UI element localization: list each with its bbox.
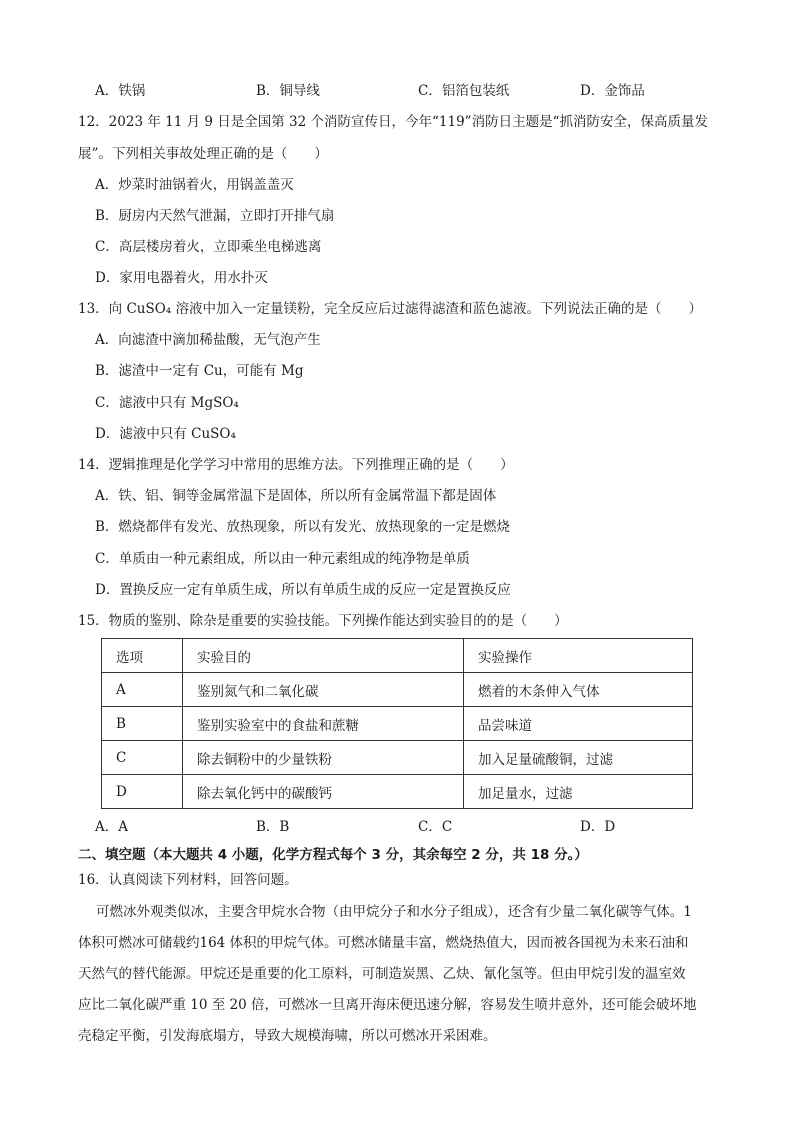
q11-option-d[interactable]: D．金饰品 (580, 83, 645, 99)
q15-options (95, 817, 695, 837)
table-cell: 除去氧化钙中的碳酸钙 (183, 775, 464, 809)
q13-option-d[interactable]: D．滤液中只有 CuSO₄ (95, 426, 236, 442)
table-header-row (102, 639, 693, 673)
table-cell: A (102, 673, 183, 707)
q11-options (95, 81, 695, 101)
table-row (102, 741, 693, 775)
table-header-cell: 实验目的 (183, 639, 464, 673)
q16-paragraph-line: 壳稳定平衡，引发海底塌方，导致大规模海啸，所以可燃冰开采困难。 (78, 1028, 497, 1044)
table-cell: 除去铜粉中的少量铁粉 (183, 741, 464, 775)
table-cell: 鉴别实验室中的食盐和蔗糖 (183, 707, 464, 741)
q11-option-b[interactable]: B．铜导线 (256, 83, 320, 99)
table-cell: 鉴别氮气和二氧化碳 (183, 673, 464, 707)
q11-option-a[interactable]: A．铁锅 (95, 83, 146, 99)
q12-stem-line1: 12．2023 年 11 月 9 日是全国第 32 个消防宣传日，今年“119”消防日主题是“抓消防安全，保高质量发 (78, 114, 708, 130)
q12-option-b[interactable]: B．厨房内天然气泄漏，立即打开排气扇 (95, 208, 335, 224)
table-cell: 品尝味道 (464, 707, 693, 741)
q12-stem-line2: 展”。下列相关事故处理正确的是（ ） (78, 146, 328, 162)
q13-option-c[interactable]: C．滤液中只有 MgSO₄ (95, 395, 239, 411)
q15-option-b[interactable]: B．B (256, 819, 290, 835)
table-row (102, 673, 693, 707)
q11-option-c[interactable]: C．铝箔包装纸 (418, 83, 510, 99)
q16-paragraph-line: 天然气的替代能源。甲烷还是重要的化工原料，可制造炭黑、乙炔、氰化氢等。但由甲烷引发的温室效 (78, 966, 686, 982)
q15-experiment-table (101, 638, 693, 809)
table-cell: D (102, 775, 183, 809)
table-cell: C (102, 741, 183, 775)
table-cell: 燃着的木条伸入气体 (464, 673, 693, 707)
q15-option-c[interactable]: C．C (418, 819, 453, 835)
q16-stem: 16．认真阅读下列材料，回答问题。 (78, 872, 298, 888)
table-cell: 加足量水，过滤 (464, 775, 693, 809)
table-row (102, 775, 693, 809)
q13-option-b[interactable]: B．滤渣中一定有 Cu，可能有 Mg (95, 363, 304, 379)
q14-option-d[interactable]: D．置换反应一定有单质生成，所以有单质生成的反应一定是置换反应 (95, 582, 511, 598)
q13-option-a[interactable]: A．向滤渣中滴加稀盐酸，无气泡产生 (95, 332, 321, 348)
q14-option-c[interactable]: C．单质由一种元素组成，所以由一种元素组成的纯净物是单质 (95, 551, 470, 567)
table-header-cell: 选项 (102, 639, 183, 673)
q16-paragraph-line: 应比二氧化碳严重 10 至 20 倍，可燃冰一旦离开海床便迅速分解，容易发生喷井意外，还可能会破坏地 (78, 997, 697, 1013)
q15-stem: 15．物质的鉴别、除杂是重要的实验技能。下列操作能达到实验目的的是（ ） (78, 613, 568, 629)
q16-paragraph-line: 可燃冰外观类似冰，主要含甲烷水合物（由甲烷分子和水分子组成），还含有少量二氧化碳等气体。1 (96, 904, 692, 920)
section-heading: 二、填空题（本大题共 4 小题，化学方程式每个 3 分，其余每空 2 分，共 18 分。） (78, 847, 588, 863)
q12-option-a[interactable]: A．炒菜时油锅着火，用锅盖盖灭 (95, 177, 294, 193)
q12-option-c[interactable]: C．高层楼房着火，立即乘坐电梯逃离 (95, 239, 322, 255)
table-row (102, 707, 693, 741)
q14-stem: 14．逻辑推理是化学学习中常用的思维方法。下列推理正确的是（ ） (78, 457, 514, 473)
q14-option-b[interactable]: B．燃烧都伴有发光、放热现象，所以有发光、放热现象的一定是燃烧 (95, 519, 510, 535)
q16-paragraph-line: 体积可燃冰可储载约164 体积的甲烷气体。可燃冰储量丰富，燃烧热值大，因而被各国视为未来石油和 (78, 935, 689, 951)
q14-option-a[interactable]: A．铁、铝、铜等金属常温下是固体，所以所有金属常温下都是固体 (95, 488, 497, 504)
q13-stem: 13．向 CuSO₄ 溶液中加入一定量镁粉，完全反应后过滤得滤渣和蓝色滤液。下列说法正确的是（ ） (78, 301, 703, 317)
table-cell: B (102, 707, 183, 741)
table-cell: 加入足量硫酸铜，过滤 (464, 741, 693, 775)
q12-option-d[interactable]: D．家用电器着火，用水扑灭 (95, 270, 268, 286)
q15-option-a[interactable]: A．A (95, 819, 128, 835)
table-header-cell: 实验操作 (464, 639, 693, 673)
q15-option-d[interactable]: D．D (580, 819, 616, 835)
